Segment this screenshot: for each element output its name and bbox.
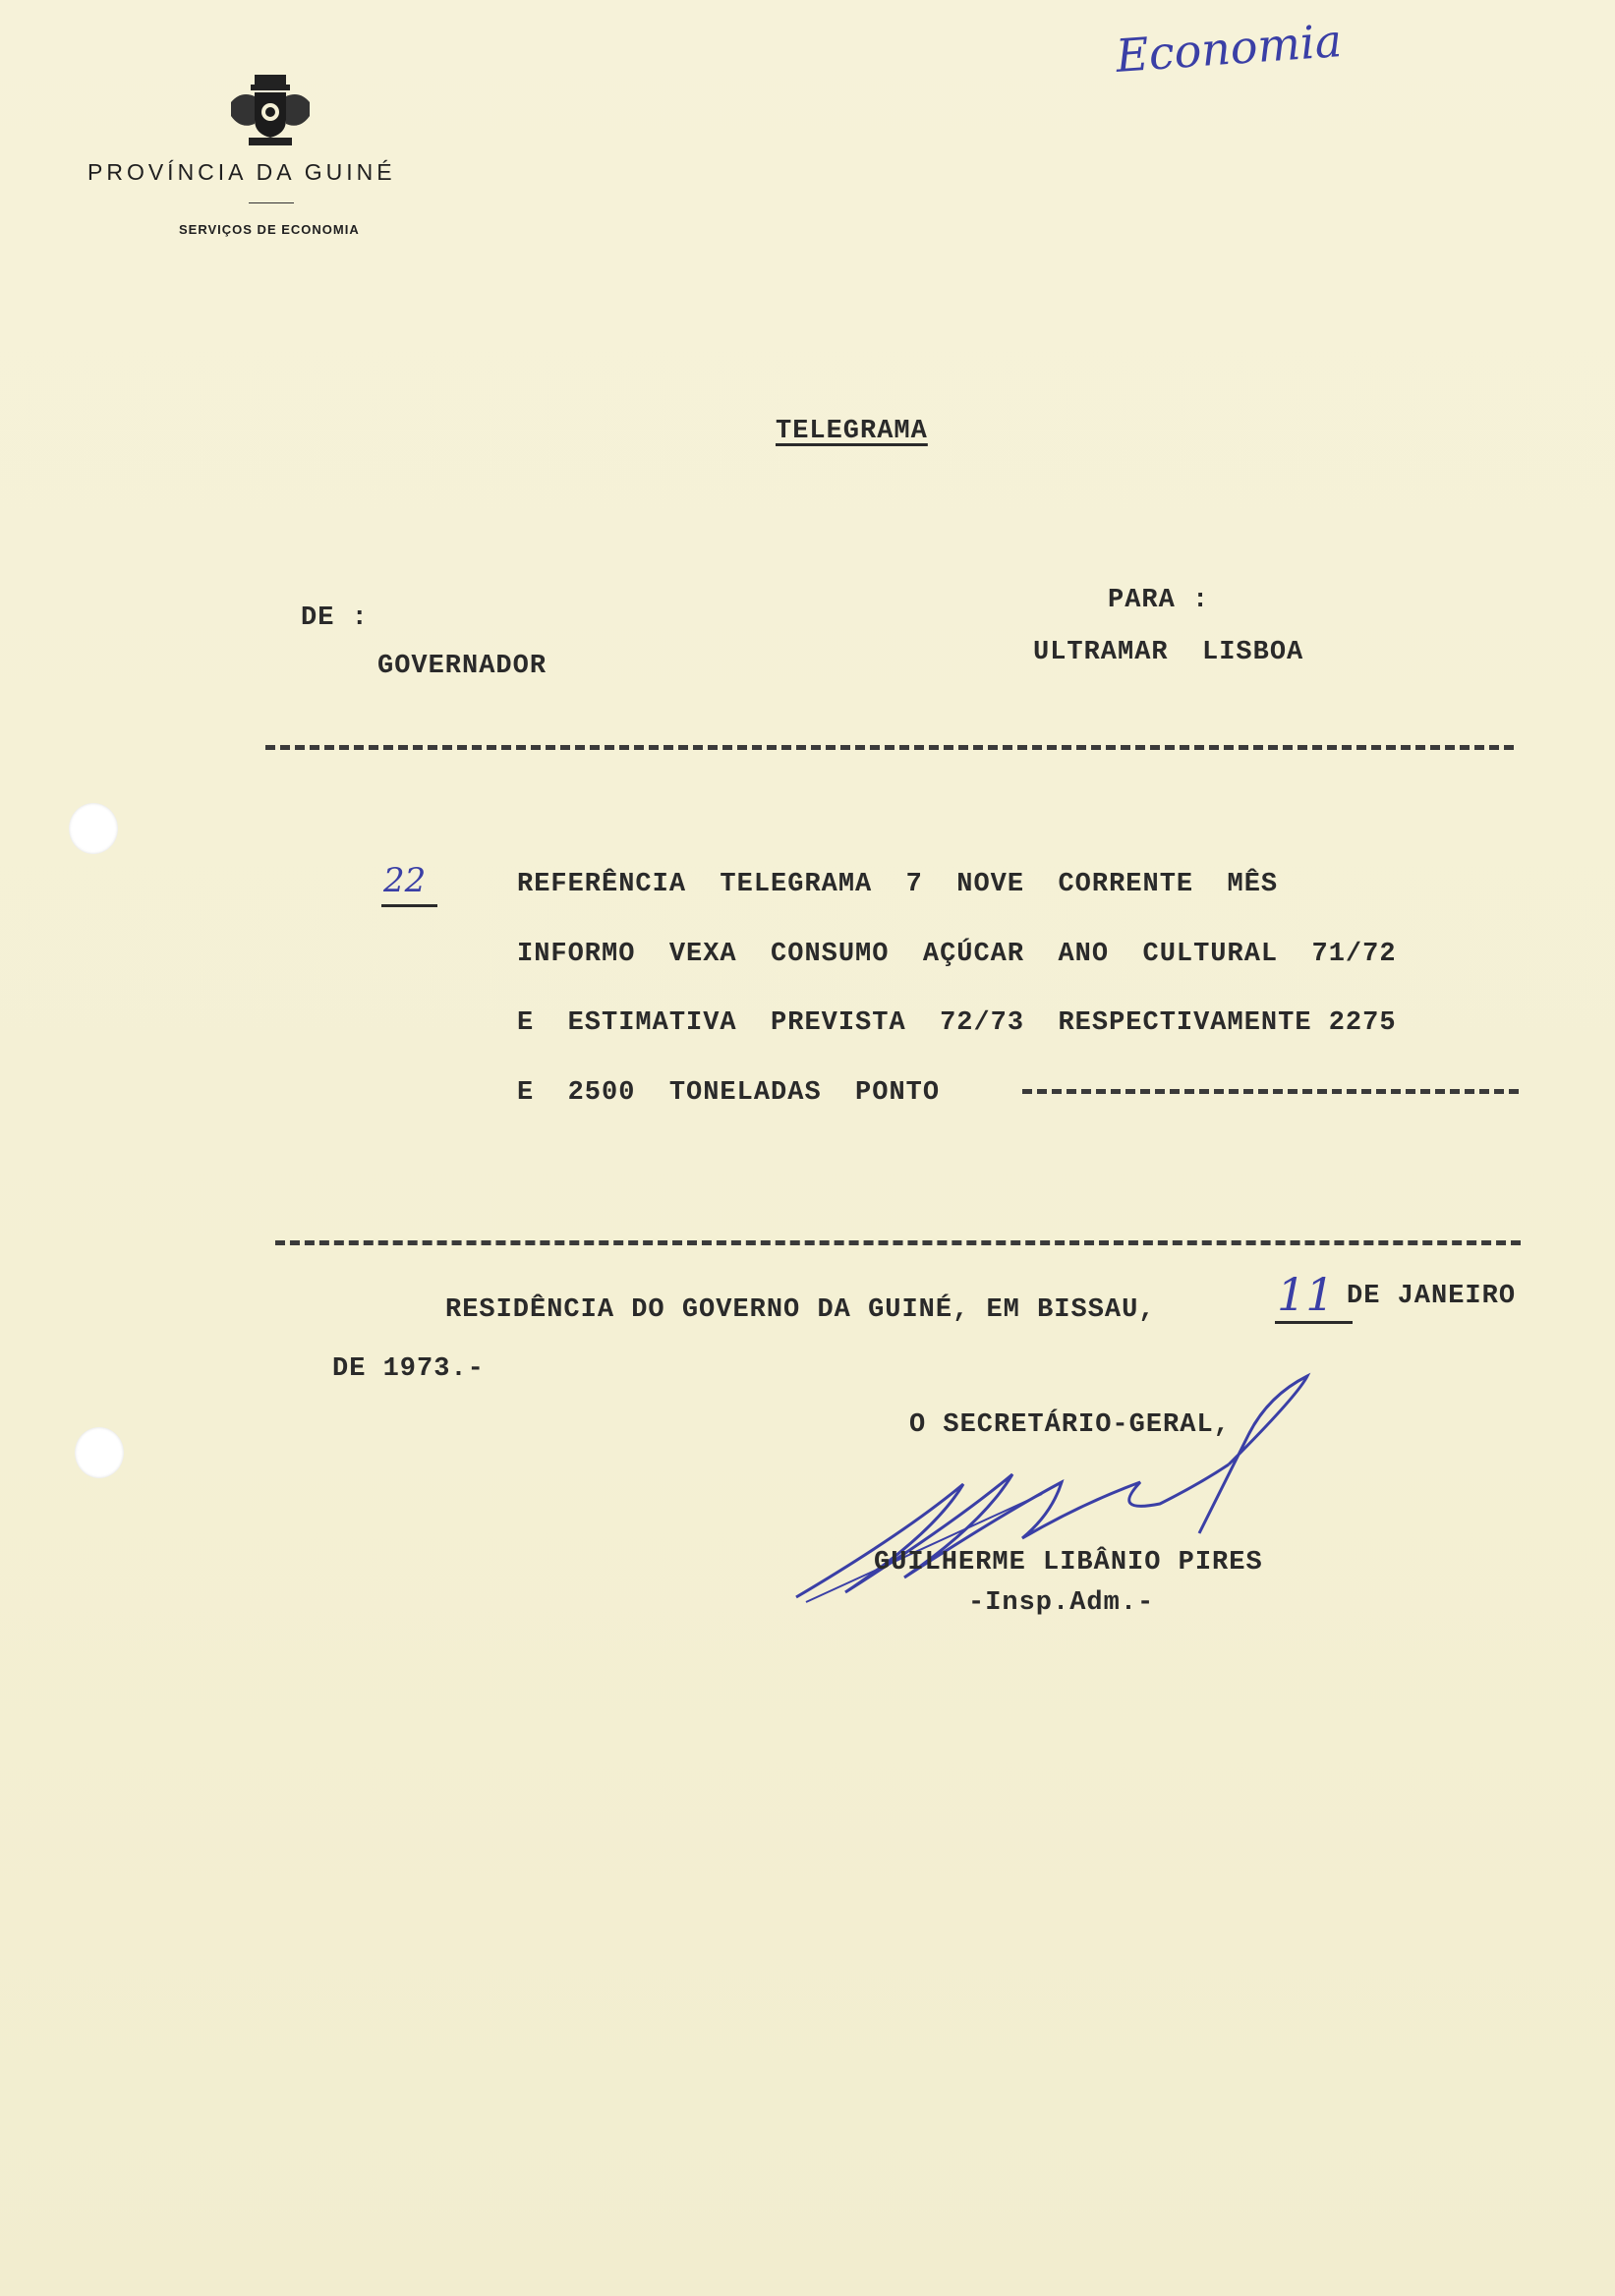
to-value: ULTRAMAR LISBOA	[1033, 638, 1304, 667]
handwritten-note: Economia	[1114, 14, 1344, 83]
date-day-handwritten: 11	[1275, 1268, 1353, 1324]
signatory-title: O SECRETÁRIO-GERAL,	[909, 1410, 1231, 1440]
punch-hole-top	[69, 803, 118, 854]
to-label: PARA :	[1108, 586, 1210, 615]
date-year: DE 1973.-	[332, 1354, 485, 1384]
body-line: E 2500 TONELADAS PONTO	[517, 1078, 941, 1108]
body-line: INFORMO VEXA CONSUMO AÇÚCAR ANO CULTURAL 71/72	[517, 940, 1397, 969]
punch-hole-bottom	[75, 1427, 124, 1478]
signatory-rank: -Insp.Adm.-	[968, 1588, 1155, 1618]
coat-of-arms-icon	[221, 73, 319, 151]
message-number: 22	[381, 861, 437, 907]
letterhead-service: SERVIÇOS DE ECONOMIA	[179, 222, 360, 237]
from-value: GOVERNADOR	[377, 652, 548, 681]
signatory-name: GUILHERME LIBÂNIO PIRES	[874, 1548, 1263, 1578]
date-month: DE JANEIRO	[1347, 1282, 1517, 1311]
document-title: TELEGRAMA	[776, 417, 928, 446]
place-date-prefix: RESIDÊNCIA DO GOVERNO DA GUINÉ, EM BISSAU,	[445, 1295, 1156, 1325]
body-trailing-dashes	[1022, 1089, 1519, 1094]
body-line: E ESTIMATIVA PREVISTA 72/73 RESPECTIVAMENTE 2275	[517, 1008, 1397, 1038]
from-label: DE :	[301, 603, 369, 633]
letterhead-divider	[249, 202, 294, 203]
separator-top	[265, 745, 1514, 750]
separator-bottom	[275, 1240, 1521, 1245]
letterhead-province: PROVÍNCIA DA GUINÉ	[87, 159, 396, 185]
body-line: REFERÊNCIA TELEGRAMA 7 NOVE CORRENTE MÊS	[517, 870, 1279, 899]
